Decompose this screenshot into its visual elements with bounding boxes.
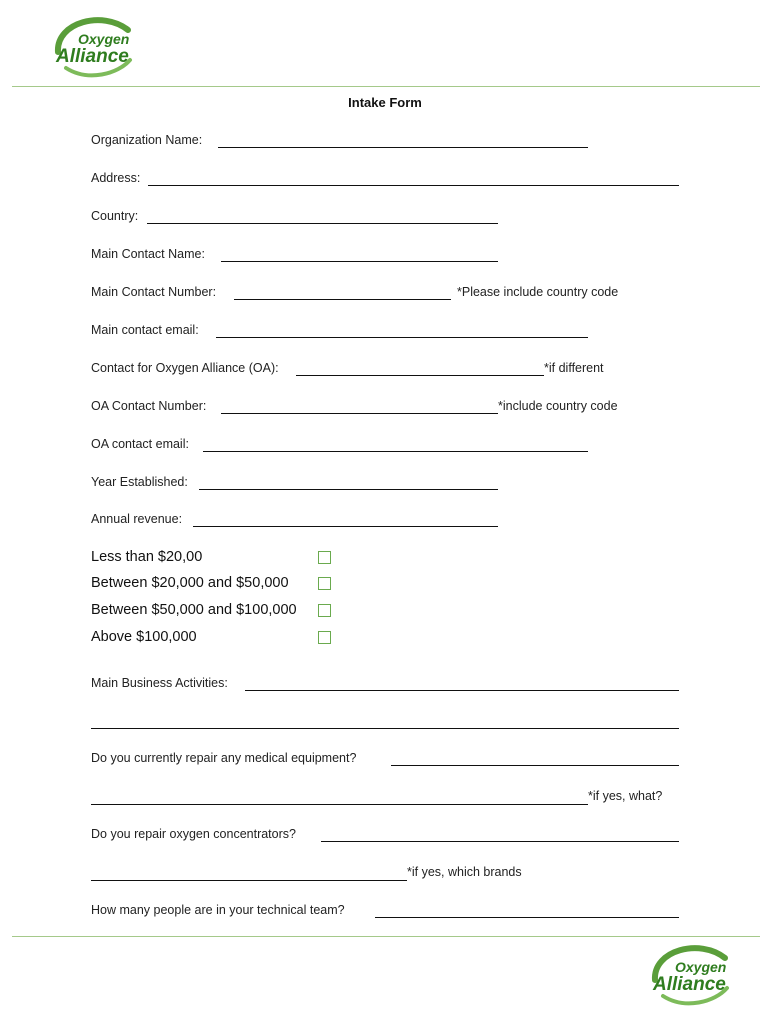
- repair-concentrators-brands-field[interactable]: [91, 880, 407, 881]
- main-business-activities-field-line-2[interactable]: [91, 728, 679, 729]
- revenue-option-checkbox[interactable]: [318, 631, 331, 644]
- repair-concentrators-label: Do you repair oxygen concentrators?: [91, 827, 296, 841]
- oa-contact-email-field[interactable]: [203, 451, 588, 452]
- svg-text:Alliance: Alliance: [56, 46, 129, 67]
- revenue-option-checkbox[interactable]: [318, 577, 331, 590]
- oa-contact-email-label: OA contact email:: [91, 437, 189, 451]
- annual-revenue-field[interactable]: [193, 526, 498, 527]
- svg-text:Oxygen: Oxygen: [78, 31, 130, 47]
- address-field[interactable]: [148, 185, 679, 186]
- organization-name-label: Organization Name:: [91, 133, 203, 147]
- oa-contact-field[interactable]: [296, 375, 544, 376]
- header-rule: [12, 86, 760, 87]
- form-title: Intake Form: [348, 95, 422, 110]
- logo-top: [48, 12, 138, 82]
- annual-revenue-label: Annual revenue:: [91, 512, 183, 526]
- svg-text:Alliance: Alliance: [653, 974, 726, 995]
- main-business-activities-field[interactable]: [245, 690, 679, 691]
- oa-contact-number-label: OA Contact Number:: [91, 399, 207, 413]
- revenue-option-label: Between $50,000 and $100,000: [91, 602, 297, 618]
- main-contact-email-label: Main contact email:: [91, 323, 199, 337]
- main-contact-email-field[interactable]: [216, 337, 588, 338]
- oa-contact-label: Contact for Oxygen Alliance (OA):: [91, 361, 279, 375]
- oxygen-alliance-logo-icon: [645, 940, 735, 1010]
- repair-medical-label: Do you currently repair any medical equipment?: [91, 751, 357, 765]
- footer-rule: [12, 936, 760, 937]
- main-contact-number-field[interactable]: [234, 299, 451, 300]
- main-business-activities-label: Main Business Activities:: [91, 676, 228, 690]
- revenue-option-label: Above $100,000: [91, 629, 197, 645]
- svg-text:Oxygen: Oxygen: [675, 959, 727, 975]
- country-label: Country:: [91, 209, 139, 223]
- main-contact-name-label: Main Contact Name:: [91, 247, 205, 261]
- logo-bottom: [645, 940, 735, 1010]
- revenue-option-checkbox[interactable]: [318, 604, 331, 617]
- main-contact-number-label: Main Contact Number:: [91, 285, 217, 299]
- organization-name-field[interactable]: [218, 147, 588, 148]
- technical-team-field[interactable]: [375, 917, 679, 918]
- country-field[interactable]: [147, 223, 498, 224]
- main-contact-name-field[interactable]: [221, 261, 498, 262]
- technical-team-label: How many people are in your technical team?: [91, 903, 345, 917]
- revenue-option-label: Less than $20,00: [91, 549, 203, 565]
- repair-concentrators-field[interactable]: [321, 841, 679, 842]
- repair-medical-what-field[interactable]: [91, 804, 588, 805]
- revenue-option-checkbox[interactable]: [318, 551, 331, 564]
- address-label: Address:: [91, 171, 141, 185]
- revenue-option-label: Between $20,000 and $50,000: [91, 575, 289, 591]
- repair-concentrators-note: *if yes, which brands: [407, 865, 522, 879]
- oa-contact-number-note: *include country code: [498, 399, 618, 413]
- oa-contact-number-field[interactable]: [221, 413, 498, 414]
- year-established-field[interactable]: [199, 489, 498, 490]
- repair-medical-field[interactable]: [391, 765, 679, 766]
- year-established-label: Year Established:: [91, 475, 188, 489]
- repair-medical-note: *if yes, what?: [588, 789, 663, 803]
- oa-contact-note: *if different: [544, 361, 604, 375]
- main-contact-number-note: *Please include country code: [457, 285, 619, 299]
- oxygen-alliance-logo-icon: [48, 12, 138, 82]
